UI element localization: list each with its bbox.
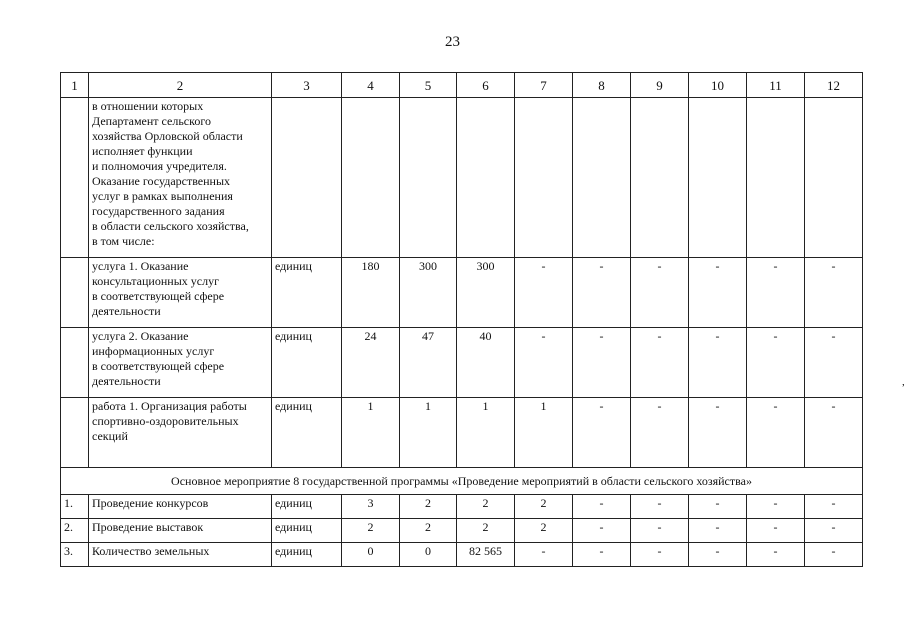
value-cell: 24 [342,328,400,398]
unit-cell: единиц [272,398,342,468]
value-cell: - [805,495,863,519]
value-cell: - [747,398,805,468]
value-cell: - [689,543,747,567]
value-cell: 0 [400,543,457,567]
value-cell: - [515,328,573,398]
section-row [61,468,863,495]
value-cell: 2 [400,495,457,519]
header-cell: 1 [61,73,89,98]
value-cell: 180 [342,258,400,328]
value-cell: - [747,258,805,328]
value-cell: - [515,258,573,328]
value-cell: 0 [342,543,400,567]
value-cell [689,98,747,258]
header-cell: 2 [89,73,272,98]
value-cell: - [573,258,631,328]
header-row [61,73,863,98]
value-cell: 2 [457,495,515,519]
indicator-name-cell: Проведение конкурсов [89,495,272,519]
value-cell: - [747,543,805,567]
header-cell: 8 [573,73,631,98]
value-cell: 300 [457,258,515,328]
value-cell [457,98,515,258]
table-row [61,328,863,398]
value-cell: - [689,258,747,328]
value-cell: 40 [457,328,515,398]
header-cell: 6 [457,73,515,98]
value-cell: - [631,328,689,398]
value-cell: - [747,519,805,543]
value-cell: - [689,398,747,468]
value-cell: - [573,398,631,468]
value-cell: 47 [400,328,457,398]
indicator-name-cell: Количество земельных [89,543,272,567]
value-cell: 2 [342,519,400,543]
value-cell: - [805,258,863,328]
value-cell: 1 [342,398,400,468]
indicator-name-cell: услуга 1. Оказание консультационных услуг в соответствующей сфере деятельности [89,258,272,328]
value-cell: 2 [457,519,515,543]
section-title: Основное мероприятие 8 государственной программы «Проведение мероприятий в области сельского хозяйства» [61,468,863,495]
unit-cell: единиц [272,543,342,567]
indicator-name-cell: Проведение выставок [89,519,272,543]
header-cell: 11 [747,73,805,98]
header-cell: 5 [400,73,457,98]
value-cell: - [573,519,631,543]
table-row [61,519,863,543]
row-number-cell: 2. [61,519,89,543]
value-cell [342,98,400,258]
header-cell: 10 [689,73,747,98]
value-cell: 3 [342,495,400,519]
value-cell [515,98,573,258]
table-row [61,543,863,567]
program-indicators-table [60,72,863,567]
value-cell [400,98,457,258]
row-number-cell [61,258,89,328]
value-cell: - [631,519,689,543]
value-cell: 2 [400,519,457,543]
value-cell: - [689,495,747,519]
unit-cell: единиц [272,495,342,519]
value-cell: - [805,398,863,468]
value-cell: 300 [400,258,457,328]
value-cell: 2 [515,519,573,543]
value-cell: - [805,543,863,567]
indicator-name-cell: услуга 2. Оказание информационных услуг в соответствующей сфере деятельности [89,328,272,398]
value-cell [747,98,805,258]
value-cell: - [689,328,747,398]
row-number-cell: 3. [61,543,89,567]
value-cell [805,98,863,258]
header-cell: 4 [342,73,400,98]
value-cell: 1 [457,398,515,468]
table-row [61,258,863,328]
value-cell: - [631,398,689,468]
stray-mark: , [902,376,905,388]
value-cell: - [631,495,689,519]
header-cell: 3 [272,73,342,98]
value-cell [573,98,631,258]
header-cell: 7 [515,73,573,98]
value-cell: - [631,543,689,567]
row-number-cell: 1. [61,495,89,519]
value-cell: 1 [400,398,457,468]
value-cell: 1 [515,398,573,468]
value-cell: - [805,519,863,543]
row-number-cell [61,98,89,258]
value-cell: - [573,495,631,519]
unit-cell: единиц [272,328,342,398]
header-cell: 9 [631,73,689,98]
value-cell: - [515,543,573,567]
table-row [61,398,863,468]
value-cell: - [805,328,863,398]
table-row [61,98,863,258]
table-row [61,495,863,519]
value-cell: - [689,519,747,543]
value-cell [631,98,689,258]
value-cell: - [747,495,805,519]
value-cell: - [573,543,631,567]
row-number-cell [61,398,89,468]
unit-cell: единиц [272,258,342,328]
unit-cell [272,98,342,258]
value-cell: - [747,328,805,398]
indicator-name-cell: работа 1. Организация работы спортивно-оздоровительных секций [89,398,272,468]
value-cell: 2 [515,495,573,519]
value-cell: - [631,258,689,328]
row-number-cell [61,328,89,398]
value-cell: 82 565 [457,543,515,567]
value-cell: - [573,328,631,398]
unit-cell: единиц [272,519,342,543]
page-number: 23 [445,34,460,50]
header-cell: 12 [805,73,863,98]
indicator-name-cell: в отношении которых Департамент сельского хозяйства Орловской области исполняет функции и полномочия учредителя. Оказание государственных услуг в рамках выполнения государственного задания в области сельского хозяйства, в том числе: [89,98,272,258]
